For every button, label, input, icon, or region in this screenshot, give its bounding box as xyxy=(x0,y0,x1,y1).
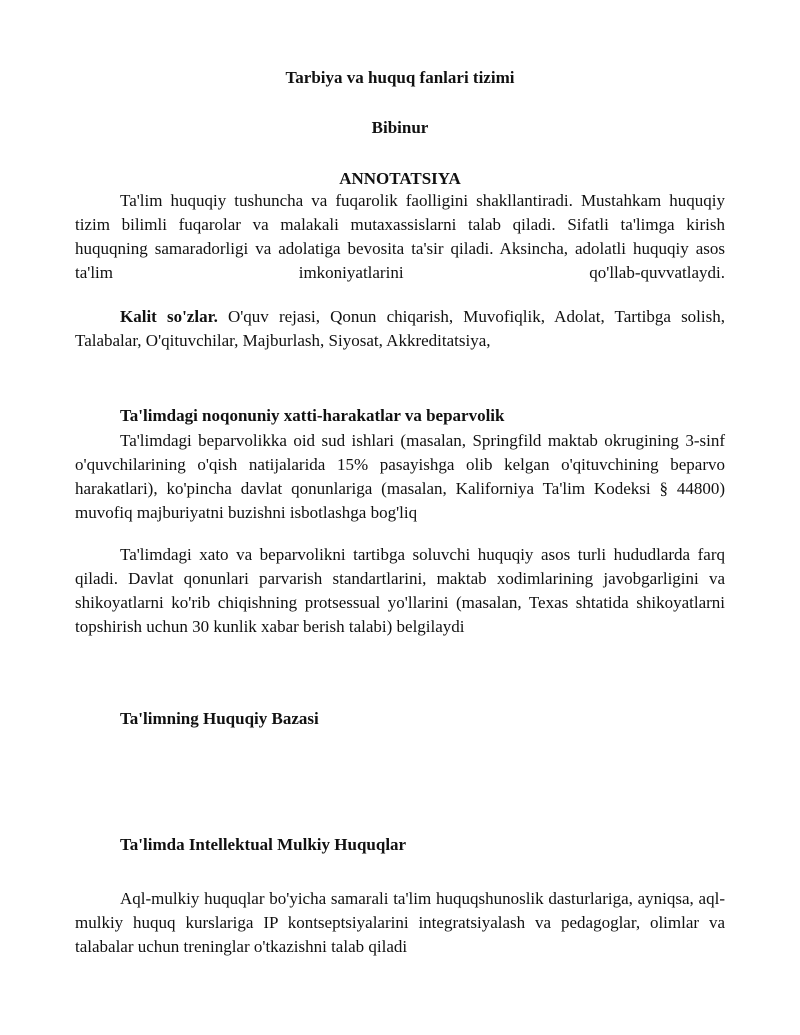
document-title: Tarbiya va huquq fanlari tizimi xyxy=(285,68,515,87)
section-heading: Ta'limning Huquqiy Bazasi xyxy=(120,709,319,728)
keywords-paragraph xyxy=(75,305,725,353)
section-paragraph: Ta'limdagi beparvolikka oid sud ishlari (masalan, Springfild maktab okrugining 3-sinf o'quvchilarining o'qish natijalarida 15% pasayishga olib kelgan o'qituvchining beparvo harakatlari), ko'pincha davlat qonunlariga (masalan, Kaliforniya Ta'lim Kodeksi § 44800) muvofiq majburiyatni buzishni isbotlashga bog'liq xyxy=(75,431,725,522)
annotation-paragraph: Ta'lim huquqiy tushuncha va fuqarolik faolligini shakllantiradi. Mustahkam huquqiy tizim bilimli fuqarolar va malakali mutaxassislarni talab qiladi. Sifatli ta'limga kirish huquqning samaradorligi va adolatiga bevosita ta'sir qiladi. Aksincha, adolatli huquqiy asos ta'lim imkoniyatlarini qo'llab-quvvatlaydi. xyxy=(75,191,725,282)
section-heading: Ta'limdagi noqonuniy xatti-harakatlar va beparvolik xyxy=(120,406,505,425)
keywords-list: O'quv rejasi, Qonun chiqarish, Muvofiqlik, Adolat, Tartibga solish, Talabalar, O'qituvchilar, Majburlash, Siyosat, Akkreditatsiya, xyxy=(75,307,725,350)
section-heading: Ta'limda Intellektual Mulkiy Huquqlar xyxy=(120,835,407,854)
annotation-heading: ANNOTATSIYA xyxy=(339,169,461,188)
author-name: Bibinur xyxy=(371,118,429,137)
keywords-label: Kalit so'zlar. xyxy=(120,307,218,326)
section-paragraph: Aql-mulkiy huquqlar bo'yicha samarali ta'lim huquqshunoslik dasturlariga, ayniqsa, aql-mulkiy huquq kurslariga IP kontseptsiyalarini integratsiyalash va pedagoglar, olimlar va talabalar uchun treninglar o'tkazishni talab qiladi xyxy=(75,889,725,956)
section-paragraph: Ta'limdagi xato va beparvolikni tartibga soluvchi huquqiy asos turli hududlarda farq qiladi. Davlat qonunlari parvarish standartlarini, maktab xodimlarining javobgarligini va shikoyatlarni ko'rib chiqishning protsessual yo'llarini (masalan, Texas shtatida shikoyatlarni topshirish uchun 30 kunlik xabar berish talabi) belgilaydi xyxy=(75,545,725,636)
